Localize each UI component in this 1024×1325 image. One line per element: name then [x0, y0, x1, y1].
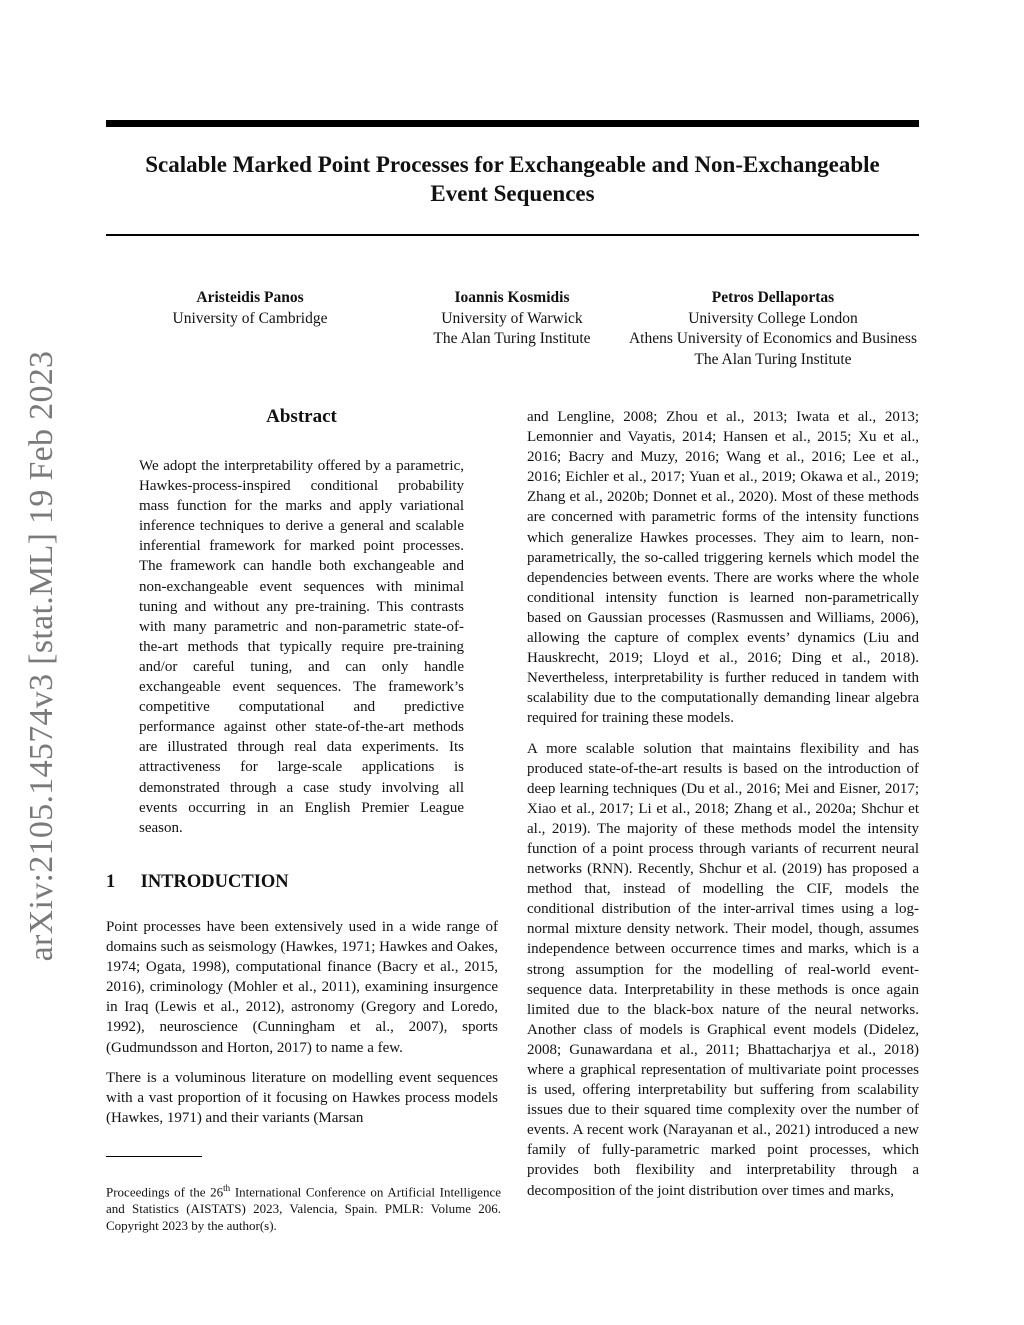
author-1 — [150, 288, 350, 329]
author-block — [0, 288, 1024, 378]
right-column — [527, 407, 919, 1211]
left-column — [106, 917, 498, 1138]
author-name: Aristeidis Panos — [196, 289, 304, 306]
section-heading — [106, 872, 289, 893]
arxiv-stamp: arXiv:2105.14574v3 [stat.ML] 19 Feb 2023 — [23, 350, 60, 962]
body-paragraph: A more scalable solution that maintains flexibility and has produced state-of-the-art results is based on the introduction of deep learning techniques (Du et al., 2016; Mei and Eisner, 2017; Xiao et al., 2017; Li et al., 2018; Zhang et al., 2020a; Shchur et al., 2019). The majority of these methods model the intensity function of a point process through variants of recurrent neural networks (RNN). Recently, Shchur et al. (2019) has proposed a method that, instead of modelling the CIF, models the conditional distribution of the inter-arrival times using a log-normal mixture density network. Their model, though, assumes independence between occurrence times and marks, which is a strong assumption for the modelling of real-world event-sequence data. Interpretability in these methods is once again limited due to the black-box nature of the neural networks. Another class of models is Graphical event models (Didelez, 2008; Gunawardana et al., 2011; Bhattacharjya et al., 2018) where a graphical representation of multivariate point processes is used, offering interpretability but suffering from scalability issues due to their squared time complexity over the number of events. A recent work (Narayanan et al., 2021) introduced a new family of fully-parametric marked point processes, which provides both flexibility and interpretability through a decomposition of the joint distribution over times and marks, — [527, 740, 919, 1199]
author-name: Petros Dellaportas — [711, 289, 835, 306]
paper-title — [106, 150, 919, 208]
author-affiliation: University College London — [688, 309, 858, 327]
footnote-rule — [106, 1156, 202, 1157]
author-affiliation: University of Cambridge — [172, 309, 328, 327]
title-line-1: Scalable Marked Point Processes for Exchangeable and Non-Exchangeable — [145, 152, 880, 177]
author-affiliation: The Alan Turing Institute — [433, 330, 591, 347]
author-2 — [410, 288, 614, 350]
author-affiliation: University of Warwick — [441, 309, 583, 327]
author-affiliation: The Alan Turing Institute — [694, 350, 852, 368]
author-3 — [610, 288, 936, 370]
body-paragraph: and Lengline, 2008; Zhou et al., 2013; Iwata et al., 2013; Lemonnier and Vayatis, 2014; Hansen et al., 2015; Xu et al., 2016; Bacry and Muzy, 2016; Wang et al., 2016; Lee et al., 2016; Eichler et al., 2017; Yuan et al., 2019; Okawa et al., 2019; Zhang et al., 2020b; Donnet et al., 2020). Most of these methods are concerned with parametric forms of the intensity functions which generalize Hawkes processes. They aim to learn, non-parametrically, the so-called triggering kernels which model the dependencies between events. There are works where the whole conditional intensity function is learned non-parametrically based on Gaussian processes (Rasmussen and Williams, 2006), allowing the capture of complex events’ dynamics (Liu and Hauskrecht, 2019; Lloyd et al., 2016; Ding et al., 2018). Nevertheless, interpretability is further reduced in tandem with scalability due to the computationally demanding linear algebra required for training these models. — [527, 409, 919, 727]
title-line-2: Event Sequences — [430, 181, 595, 206]
footnote-ordinal: th — [223, 1183, 231, 1193]
abstract-heading: Abstract — [266, 406, 337, 427]
section-number: 1 — [106, 872, 116, 892]
body-paragraph: Point processes have been extensively used in a wide range of domains such as seismology (Hawkes, 1971; Hawkes and Oakes, 1974; Ogata, 1998), computational finance (Bacry et al., 2015, 2016), criminology (Mohler et al., 2011), examining insurgence in Iraq (Lewis et al., 2012), astronomy (Gregory and Loredo, 1992), neuroscience (Cunningham et al., 2007), sports (Gudmundsson and Horton, 2017) to name a few. — [106, 919, 498, 1056]
author-name: Ioannis Kosmidis — [454, 289, 570, 306]
body-paragraph: There is a voluminous literature on modelling event sequences with a vast proportion of it focusing on Hawkes process models (Hawkes, 1971) and their variants (Marsan — [106, 1069, 498, 1126]
top-rule — [106, 120, 919, 127]
footnote-text-start: Proceedings of the 26 — [106, 1184, 224, 1200]
section-title: INTRODUCTION — [140, 872, 289, 892]
abstract-text: We adopt the interpretability offered by a parametric, Hawkes-process-inspired conditional probability mass function for the marks and apply variational inference techniques to derive a general and scalable inferential framework for marked point processes. The framework can handle both exchangeable and non-exchangeable event sequences with minimal tuning and without any pre-training. This contrasts with many parametric and non-parametric state-of-the-art methods that typically require pre-training and/or careful tuning, and can only handle exchangeable event sequences. The framework’s competitive computational and predictive performance against other state-of-the-art methods are illustrated through real data experiments. Its attractiveness for large-scale applications is demonstrated through a case study involving all events occurring in an English Premier League season. — [139, 458, 464, 836]
author-affiliation: Athens University of Economics and Business — [628, 330, 917, 347]
footnote-text-end: International Conference on Artificial Intelligence and Statistics (AISTATS) 2023, Valencia, Spain. PMLR: Volume 206. Copyright 2023 by the author(s). — [106, 1184, 501, 1234]
title-rule — [106, 234, 919, 236]
footnote — [106, 1180, 501, 1234]
